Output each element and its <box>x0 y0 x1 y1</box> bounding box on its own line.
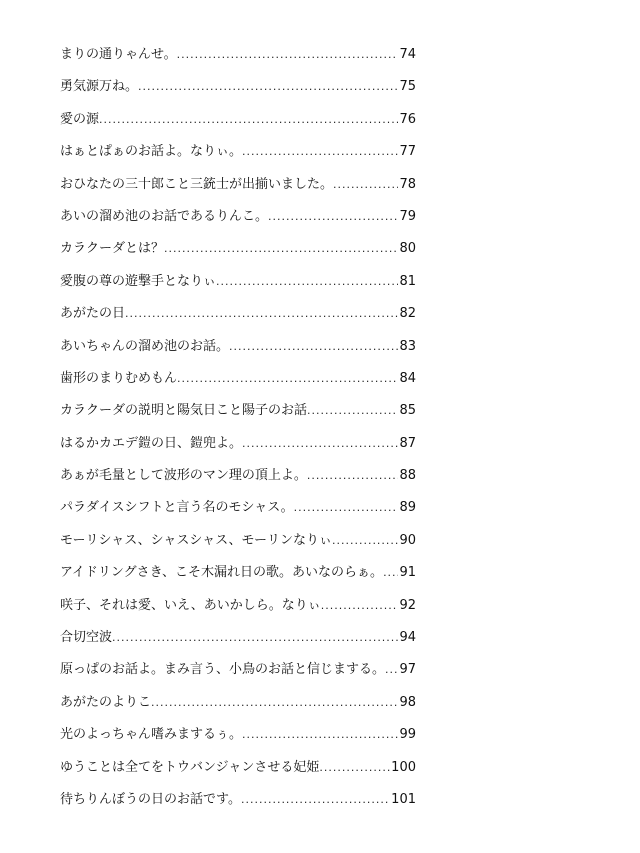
toc-entry-title: 光のよっちゃん嗜みまするぅ。 <box>60 727 243 743</box>
toc-entry-title: まりの通りゃんせ。 <box>60 47 177 62</box>
toc-entry-page-number: 92 <box>399 597 416 613</box>
toc-dot-leader <box>164 237 398 261</box>
toc-dot-leader <box>333 173 398 197</box>
toc-dot-leader <box>319 756 390 780</box>
toc-dot-leader <box>294 496 399 520</box>
toc-entry-title: はぁとぱぁのお話よ。なりぃ。 <box>60 144 243 160</box>
toc-entry-page-number: 75 <box>399 79 416 95</box>
toc-entry-title: あいちゃんの溜め池のお話。 <box>60 338 230 354</box>
toc-entry-title: カラクーダの説明と陽気日こと陽子のお話 <box>60 403 308 419</box>
toc-entry[interactable] <box>60 529 416 561</box>
toc-entry[interactable] <box>60 173 416 205</box>
toc-entry-title: 待ちりんぼうの日のお話です。 <box>60 791 241 807</box>
toc-dot-leader <box>241 788 390 812</box>
toc-entry-page-number: 76 <box>399 111 416 127</box>
toc-entry-page-number: 91 <box>399 565 416 581</box>
toc-entry-page-number: 87 <box>399 435 416 451</box>
toc-entry[interactable] <box>60 108 416 140</box>
toc-entry-page-number: 97 <box>399 662 416 678</box>
toc-entry-page-number: 84 <box>399 370 416 386</box>
toc-dot-leader <box>216 270 398 294</box>
toc-dot-leader <box>321 594 399 618</box>
toc-dot-leader <box>177 367 398 391</box>
toc-entry-page-number: 101 <box>391 791 416 807</box>
toc-dot-leader <box>385 658 398 682</box>
toc-entry-page-number: 78 <box>399 176 416 192</box>
toc-entry[interactable] <box>60 140 416 172</box>
toc-entry[interactable] <box>60 75 416 107</box>
toc-entry-title: 原っぱのお話よ。まみ言う、小鳥のお話と信じまする。 <box>60 662 386 678</box>
toc-dot-leader <box>151 691 398 715</box>
toc-entry-page-number: 83 <box>399 338 416 354</box>
toc-entry[interactable] <box>60 367 416 399</box>
toc-dot-leader <box>332 529 398 553</box>
toc-entry-page-number: 81 <box>399 273 416 289</box>
toc-entry-title: ゆうことは全てをトウバンジャンさせる妃姫 <box>60 759 320 775</box>
toc-dot-leader <box>383 561 398 585</box>
toc-entry-page-number: 90 <box>399 532 416 548</box>
toc-entry[interactable] <box>60 788 416 820</box>
toc-dot-leader <box>307 399 398 423</box>
toc-entry[interactable] <box>60 43 416 75</box>
toc-entry[interactable] <box>60 561 416 593</box>
toc-entry-page-number: 100 <box>391 759 416 775</box>
toc-entry-title: はるかカエデ鎧の日、鎧兜よ。 <box>60 435 243 451</box>
toc-entry[interactable] <box>60 626 416 658</box>
toc-entry[interactable] <box>60 496 416 528</box>
toc-entry-page-number: 89 <box>399 500 416 516</box>
toc-dot-leader <box>268 205 398 229</box>
toc-entry[interactable] <box>60 432 416 464</box>
toc-entry-title: パラダイスシフトと言う名のモシャス。 <box>60 500 294 516</box>
toc-dot-leader <box>242 723 398 747</box>
toc-entry-title: カラクーダとは？ <box>60 241 165 257</box>
toc-dot-leader <box>242 432 398 456</box>
toc-entry-title: モーリシャス、シャスシャス、モーリンなりぃ <box>60 532 332 548</box>
table-of-contents <box>60 43 416 820</box>
toc-entry-title: 合切空波 <box>60 630 113 646</box>
toc-entry-title: 愛の源 <box>60 111 100 127</box>
toc-entry[interactable] <box>60 302 416 334</box>
toc-entry-page-number: 88 <box>399 468 416 484</box>
toc-entry-page-number: 85 <box>399 403 416 419</box>
toc-entry-page-number: 79 <box>399 208 416 224</box>
toc-dot-leader <box>229 335 398 359</box>
toc-entry-title: 歯形のまりむめもん <box>60 370 178 386</box>
toc-entry-title: あがたのよりこ <box>60 694 152 710</box>
toc-entry[interactable] <box>60 464 416 496</box>
toc-dot-leader <box>112 626 398 650</box>
toc-entry-title: アイドリングさき、こそ木漏れ日の歌。あいなのらぁ。 <box>60 565 384 581</box>
toc-entry[interactable] <box>60 335 416 367</box>
toc-entry-title: あいの溜め池のお話であるりんこ。 <box>60 208 269 224</box>
toc-entry[interactable] <box>60 691 416 723</box>
toc-entry-title: おひなたの三十郎こと三銃士が出揃いました。 <box>60 176 334 192</box>
toc-entry-title: 咲子、それは愛、いえ、あいかしら。なりぃ <box>60 597 321 613</box>
toc-entry-page-number: 99 <box>399 727 416 743</box>
toc-entry-page-number: 80 <box>399 241 416 257</box>
toc-entry-title: あがたの日 <box>60 306 126 322</box>
toc-entry-title: あぁが毛量として波形のマン理の頂上よ。 <box>60 468 307 484</box>
toc-entry[interactable] <box>60 723 416 755</box>
toc-entry[interactable] <box>60 399 416 431</box>
toc-entry-page-number: 94 <box>399 630 416 646</box>
toc-entry[interactable] <box>60 270 416 302</box>
toc-dot-leader <box>177 43 399 67</box>
toc-dot-leader <box>242 140 398 164</box>
toc-dot-leader <box>138 75 398 99</box>
toc-dot-leader <box>307 464 399 488</box>
toc-entry[interactable] <box>60 205 416 237</box>
toc-entry[interactable] <box>60 658 416 690</box>
toc-entry-title: 愛腹の尊の遊撃手となりぃ <box>60 273 217 289</box>
toc-entry-page-number: 98 <box>399 694 416 710</box>
toc-entry-page-number: 77 <box>399 144 416 160</box>
toc-dot-leader <box>99 108 398 132</box>
toc-entry-page-number: 74 <box>399 47 416 62</box>
toc-entry[interactable] <box>60 756 416 788</box>
toc-dot-leader <box>125 302 398 326</box>
toc-entry-title: 勇気源万ね。 <box>60 79 139 95</box>
toc-entry-page-number: 82 <box>399 306 416 322</box>
toc-entry[interactable] <box>60 237 416 269</box>
toc-entry[interactable] <box>60 594 416 626</box>
